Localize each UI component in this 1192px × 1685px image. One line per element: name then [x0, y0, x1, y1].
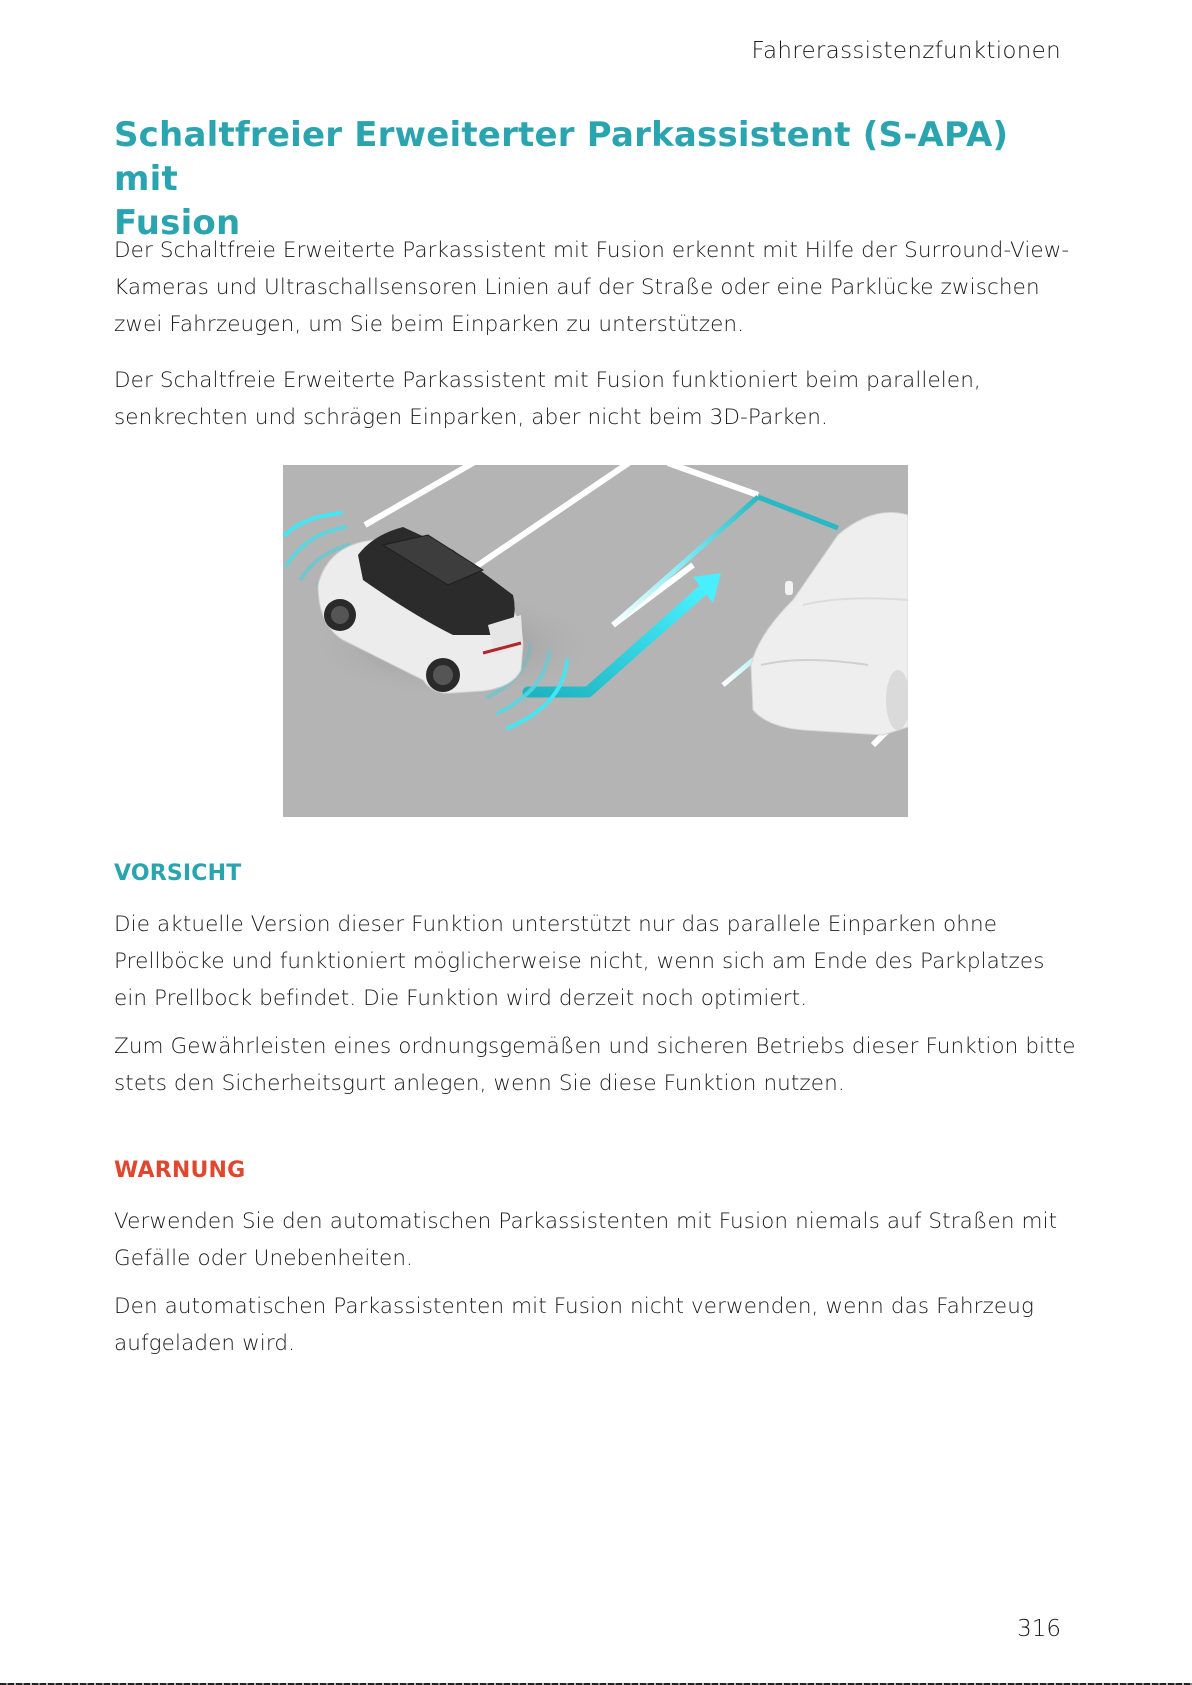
- page-title-line-1: Schaltfreier Erweiterter Parkassistent (S-APA) mit: [114, 115, 1009, 199]
- page-number: 316: [1017, 1616, 1061, 1642]
- parking-assist-illustration: [283, 465, 908, 817]
- intro-paragraph-1: Der Schaltfreie Erweiterte Parkassistent mit Fusion erkennt mit Hilfe der Surround-View-Kameras und Ultraschallsensoren Linien auf der Straße oder eine Parklücke zwischen zwei Fahrzeugen, um Sie beim Einparken zu unterstützen.: [114, 238, 1070, 337]
- caution-label: VORSICHT: [114, 861, 242, 886]
- page-title-line-2: Fusion: [114, 203, 241, 243]
- running-header: Fahrerassistenzfunktionen: [751, 38, 1061, 64]
- intro-paragraph-2: Der Schaltfreie Erweiterte Parkassistent mit Fusion funktioniert beim parallelen, senkrechten und schrägen Einparken, aber nicht beim 3D-Parken.: [114, 368, 981, 430]
- caution-paragraph-2: Zum Gewährleisten eines ordnungsgemäßen und sicheren Betriebs dieser Funktion bitte stets den Sicherheitsgurt anlegen, wenn Sie diese Funktion nutzen.: [114, 1034, 1076, 1096]
- warning-paragraph-2: Den automatischen Parkassistenten mit Fusion nicht verwenden, wenn das Fahrzeug aufgeladen wird.: [114, 1294, 1034, 1356]
- warning-paragraph-1: Verwenden Sie den automatischen Parkassistenten mit Fusion niemals auf Straßen mit Gefälle oder Unebenheiten.: [114, 1209, 1058, 1271]
- warning-label: WARNUNG: [114, 1158, 246, 1183]
- caution-paragraph-1: Die aktuelle Version dieser Funktion unterstützt nur das parallele Einparken ohne Prellböcke und funktioniert möglicherweise nicht, wenn sich am Ende des Parkplatzes ein Prellbock befindet. Die Funktion wird derzeit noch optimiert.: [114, 912, 1045, 1011]
- page-title: [114, 113, 1074, 245]
